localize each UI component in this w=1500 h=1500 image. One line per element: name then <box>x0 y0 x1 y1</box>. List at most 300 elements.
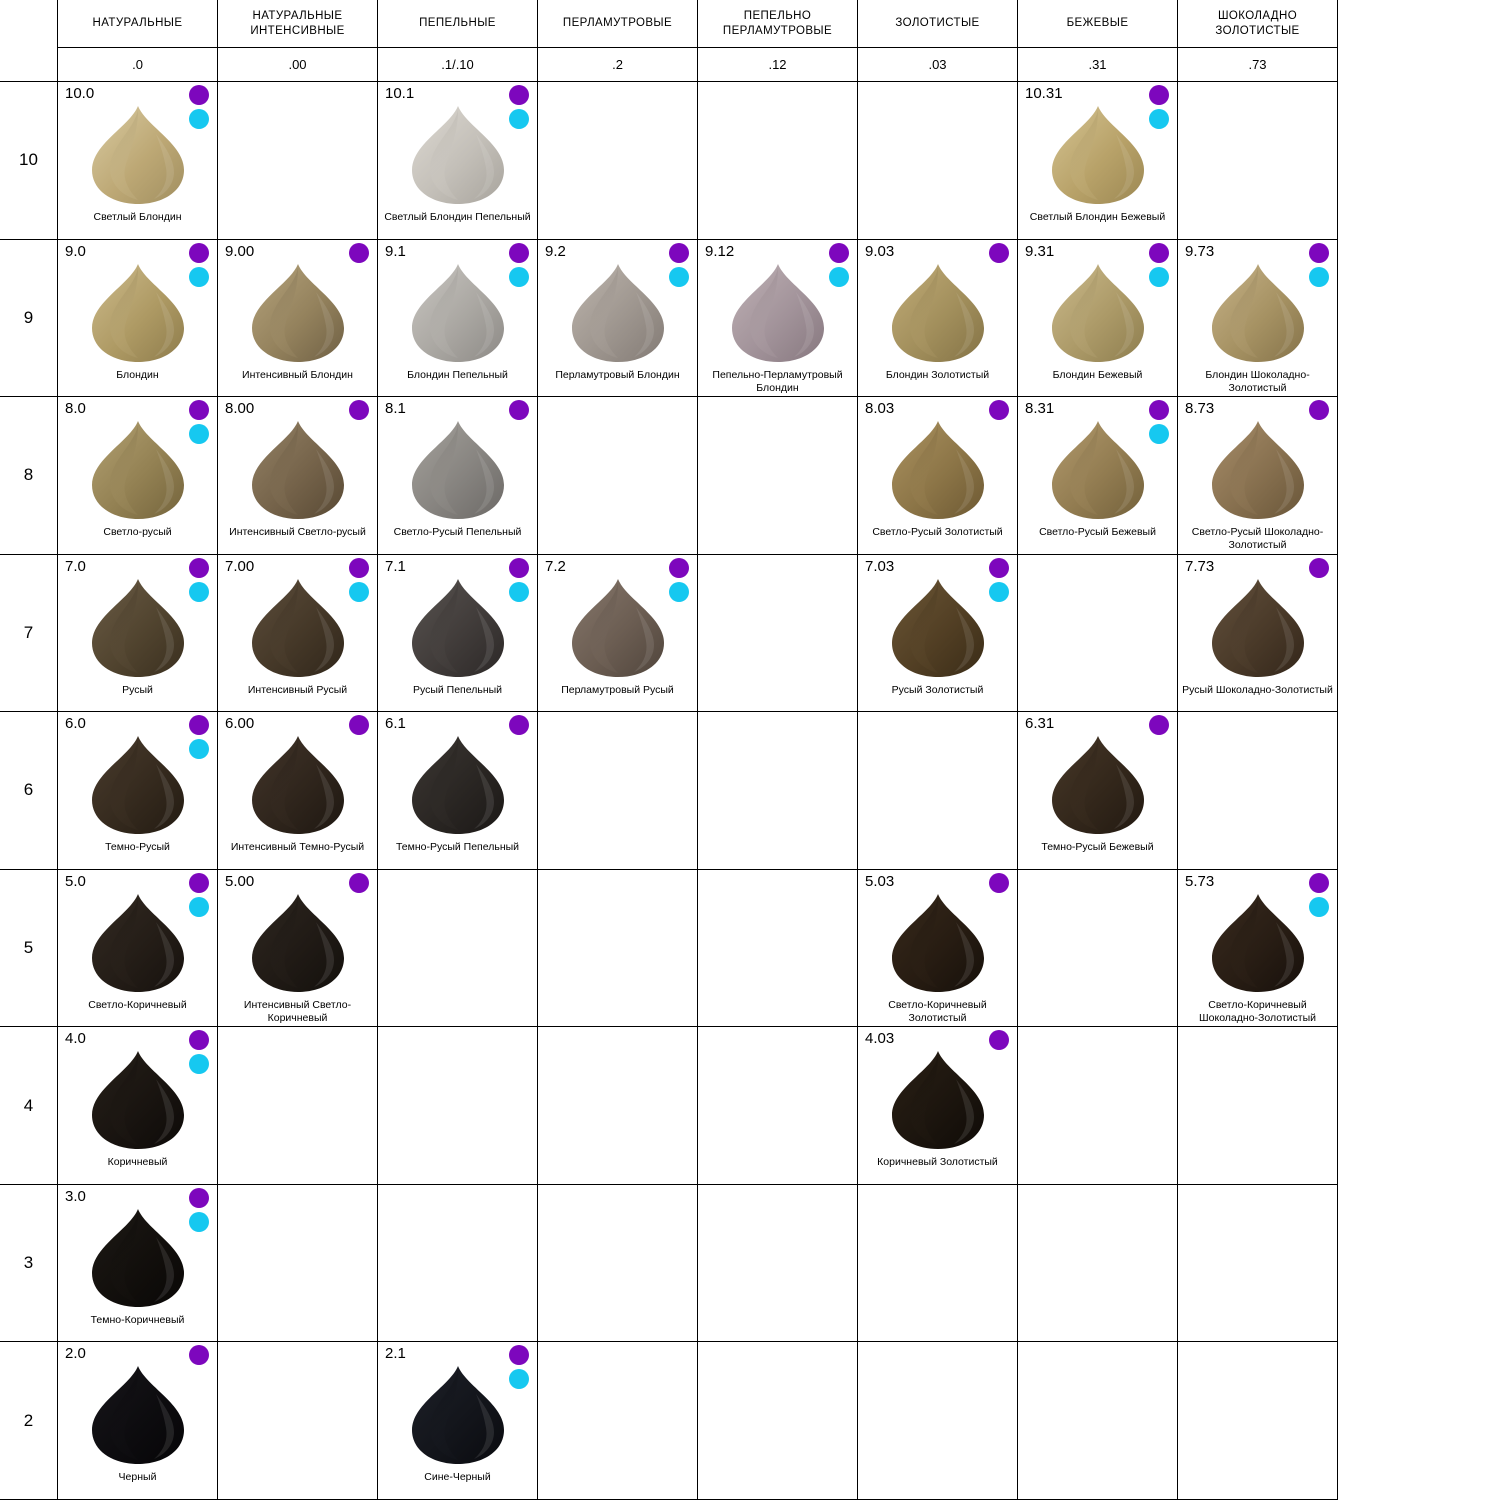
empty-cell <box>858 1342 1018 1500</box>
marker-dots <box>829 243 849 287</box>
shade-name: Светло-Коричневый <box>88 998 187 1011</box>
column-code-header: .1/.10 <box>378 48 538 82</box>
marker-dots <box>509 400 529 420</box>
purple-dot-icon <box>1149 400 1169 420</box>
header-corner-code <box>0 48 58 82</box>
shade-cell[interactable] <box>58 555 218 713</box>
column-code-header: .73 <box>1178 48 1338 82</box>
shade-code: 9.03 <box>865 242 895 260</box>
marker-dots <box>989 558 1009 602</box>
marker-dots <box>189 85 209 129</box>
shade-name: Русый Шоколадно-Золотистый <box>1182 683 1333 696</box>
shade-cell[interactable] <box>858 1027 1018 1185</box>
cyan-dot-icon <box>1309 267 1329 287</box>
column-category-header: ПЕРЛАМУТРОВЫЕ <box>538 0 698 48</box>
marker-dots <box>669 243 689 287</box>
hair-shape-icon <box>1206 577 1310 679</box>
marker-dots <box>1149 243 1169 287</box>
hair-shape-icon <box>1206 892 1310 994</box>
shade-code: 5.73 <box>1185 872 1215 890</box>
shade-cell[interactable] <box>378 712 538 870</box>
hair-swatch <box>86 1207 190 1311</box>
marker-dots <box>189 400 209 444</box>
cyan-dot-icon <box>1149 424 1169 444</box>
purple-dot-icon <box>509 558 529 578</box>
hair-swatch <box>246 577 350 681</box>
hair-swatch <box>86 104 190 208</box>
empty-cell <box>218 82 378 240</box>
purple-dot-icon <box>349 243 369 263</box>
level-label: 8 <box>0 397 58 555</box>
shade-code: 9.0 <box>65 242 86 260</box>
shade-name: Светло-Коричневый Шоколадно-Золотистый <box>1199 998 1316 1024</box>
shade-name: Блондин <box>116 368 159 381</box>
cyan-dot-icon <box>189 1054 209 1074</box>
empty-cell <box>378 1185 538 1343</box>
empty-cell <box>1178 1342 1338 1500</box>
hair-shape-icon <box>246 419 350 521</box>
empty-cell <box>698 82 858 240</box>
cyan-dot-icon <box>1309 897 1329 917</box>
hair-swatch <box>406 104 510 208</box>
shade-name: Темно-Коричневый <box>90 1313 185 1326</box>
shade-name: Перламутровый Русый <box>561 683 674 696</box>
shade-name: Пепельно-Перламутровый Блондин <box>712 368 843 394</box>
level-label: 4 <box>0 1027 58 1185</box>
shade-name: Интенсивный Темно-Русый <box>230 841 365 854</box>
cyan-dot-icon <box>669 267 689 287</box>
shade-cell[interactable] <box>218 240 378 398</box>
purple-dot-icon <box>989 243 1009 263</box>
hair-shape-icon <box>1206 262 1310 364</box>
hair-swatch <box>886 262 990 366</box>
column-category-header: БЕЖЕВЫЕ <box>1018 0 1178 48</box>
cyan-dot-icon <box>189 1212 209 1232</box>
shade-name: Блондин Пепельный <box>407 368 508 381</box>
marker-dots <box>349 715 369 735</box>
purple-dot-icon <box>1309 243 1329 263</box>
shade-name: Русый <box>122 683 153 696</box>
hair-swatch <box>1046 419 1150 523</box>
empty-cell <box>698 1342 858 1500</box>
purple-dot-icon <box>509 400 529 420</box>
shade-cell[interactable] <box>58 240 218 398</box>
shade-cell[interactable] <box>1018 712 1178 870</box>
marker-dots <box>989 243 1009 263</box>
shade-name: Светло-Русый Пепельный <box>393 526 522 539</box>
purple-dot-icon <box>349 873 369 893</box>
hair-shape-icon <box>86 577 190 679</box>
shade-cell[interactable] <box>218 555 378 713</box>
hair-swatch <box>406 262 510 366</box>
cyan-dot-icon <box>349 582 369 602</box>
shade-cell[interactable] <box>378 240 538 398</box>
level-label: 2 <box>0 1342 58 1500</box>
shade-code: 6.31 <box>1025 715 1055 733</box>
hair-swatch <box>566 262 670 366</box>
column-category-header: ПЕПЕЛЬНЫЕ <box>378 0 538 48</box>
marker-dots <box>509 85 529 129</box>
hair-shape-icon <box>1046 104 1150 206</box>
empty-cell <box>858 1185 1018 1343</box>
marker-dots <box>509 1345 529 1389</box>
shade-cell[interactable] <box>218 870 378 1028</box>
shade-code: 9.73 <box>1185 242 1215 260</box>
purple-dot-icon <box>1309 558 1329 578</box>
hair-shape-icon <box>246 892 350 994</box>
level-label: 3 <box>0 1185 58 1343</box>
hair-swatch <box>1206 892 1310 996</box>
hair-shape-icon <box>246 577 350 679</box>
hair-swatch <box>246 734 350 838</box>
shade-cell[interactable] <box>538 240 698 398</box>
hair-swatch <box>1206 419 1310 523</box>
empty-cell <box>538 1342 698 1500</box>
empty-cell <box>698 1185 858 1343</box>
marker-dots <box>1309 873 1329 917</box>
shade-code: 8.31 <box>1025 400 1055 418</box>
cyan-dot-icon <box>509 1369 529 1389</box>
hair-shape-icon <box>406 734 510 836</box>
shade-cell[interactable] <box>58 1027 218 1185</box>
purple-dot-icon <box>189 1188 209 1208</box>
shade-name: Русый Золотистый <box>891 683 984 696</box>
hair-swatch <box>86 419 190 523</box>
shade-cell[interactable] <box>1018 240 1178 398</box>
shade-code: 5.03 <box>865 872 895 890</box>
shade-cell[interactable] <box>858 240 1018 398</box>
marker-dots <box>989 873 1009 893</box>
hair-shape-icon <box>886 892 990 994</box>
shade-cell[interactable] <box>378 555 538 713</box>
shade-name: Интенсивный Светло-русый <box>229 526 366 539</box>
empty-cell <box>538 1185 698 1343</box>
marker-dots <box>509 243 529 287</box>
shade-code: 8.1 <box>385 400 406 418</box>
empty-cell <box>1178 82 1338 240</box>
purple-dot-icon <box>1309 873 1329 893</box>
hair-swatch <box>726 262 830 366</box>
empty-cell <box>1178 712 1338 870</box>
shade-name: Блондин Бежевый <box>1052 368 1143 381</box>
cyan-dot-icon <box>189 267 209 287</box>
empty-cell <box>1018 1185 1178 1343</box>
empty-cell <box>1018 1027 1178 1185</box>
shade-name: Темно-Русый Пепельный <box>395 841 520 854</box>
shade-name: Темно-Русый <box>105 841 170 854</box>
header-corner <box>0 0 58 48</box>
hair-shape-icon <box>86 419 190 521</box>
hair-shape-icon <box>726 262 830 364</box>
hair-shape-icon <box>886 262 990 364</box>
marker-dots <box>1309 400 1329 420</box>
purple-dot-icon <box>989 873 1009 893</box>
level-label: 9 <box>0 240 58 398</box>
empty-cell <box>698 712 858 870</box>
column-category-header: НАТУРАЛЬНЫЕ ИНТЕНСИВНЫЕ <box>218 0 378 48</box>
shade-name: Черный <box>118 1471 157 1484</box>
marker-dots <box>1309 558 1329 578</box>
hair-swatch <box>86 262 190 366</box>
column-category-header: ЗОЛОТИСТЫЕ <box>858 0 1018 48</box>
hair-swatch <box>86 892 190 996</box>
empty-cell <box>538 397 698 555</box>
shade-code: 8.73 <box>1185 400 1215 418</box>
hair-swatch <box>246 262 350 366</box>
marker-dots <box>989 400 1009 420</box>
hair-swatch <box>406 577 510 681</box>
hair-shape-icon <box>886 419 990 521</box>
marker-dots <box>349 558 369 602</box>
shade-code: 6.0 <box>65 715 86 733</box>
shade-code: 4.0 <box>65 1030 86 1048</box>
shade-name: Светло-русый <box>103 526 172 539</box>
hair-swatch <box>566 577 670 681</box>
marker-dots <box>989 1030 1009 1050</box>
shade-name: Светло-Русый Шоколадно-Золотистый <box>1191 526 1324 552</box>
empty-cell <box>858 82 1018 240</box>
shade-code: 5.0 <box>65 872 86 890</box>
shade-cell[interactable] <box>1018 82 1178 240</box>
shade-cell[interactable] <box>218 712 378 870</box>
empty-cell <box>698 555 858 713</box>
shade-code: 10.31 <box>1025 85 1063 102</box>
hair-swatch <box>1206 262 1310 366</box>
purple-dot-icon <box>349 715 369 735</box>
purple-dot-icon <box>1309 400 1329 420</box>
marker-dots <box>189 1345 209 1365</box>
cyan-dot-icon <box>189 424 209 444</box>
hair-shape-icon <box>86 1207 190 1309</box>
shade-code: 2.1 <box>385 1345 406 1363</box>
shade-code: 7.2 <box>545 557 566 575</box>
hair-shape-icon <box>1046 419 1150 521</box>
hair-shape-icon <box>86 262 190 364</box>
shade-cell[interactable] <box>58 1342 218 1500</box>
hair-shape-icon <box>886 1049 990 1151</box>
marker-dots <box>1309 243 1329 287</box>
empty-cell <box>698 397 858 555</box>
shade-code: 9.31 <box>1025 242 1055 260</box>
purple-dot-icon <box>189 85 209 105</box>
cyan-dot-icon <box>989 582 1009 602</box>
purple-dot-icon <box>189 715 209 735</box>
shade-cell[interactable] <box>218 397 378 555</box>
marker-dots <box>1149 715 1169 735</box>
column-category-header: ШОКОЛАДНО ЗОЛОТИСТЫЕ <box>1178 0 1338 48</box>
empty-cell <box>538 1027 698 1185</box>
purple-dot-icon <box>509 1345 529 1365</box>
purple-dot-icon <box>669 558 689 578</box>
shade-cell[interactable] <box>58 397 218 555</box>
hair-shape-icon <box>86 104 190 206</box>
hair-shape-icon <box>406 577 510 679</box>
hair-shape-icon <box>406 262 510 364</box>
purple-dot-icon <box>189 243 209 263</box>
hair-shape-icon <box>566 262 670 364</box>
purple-dot-icon <box>509 243 529 263</box>
purple-dot-icon <box>349 558 369 578</box>
hair-shape-icon <box>406 1364 510 1466</box>
shade-name: Темно-Русый Бежевый <box>1041 841 1154 854</box>
column-code-header: .00 <box>218 48 378 82</box>
hair-shape-icon <box>86 892 190 994</box>
shade-code: 9.2 <box>545 242 566 260</box>
shade-name: Светло-Коричневый Золотистый <box>888 998 987 1024</box>
hair-shape-icon <box>1046 734 1150 836</box>
column-code-header: .0 <box>58 48 218 82</box>
purple-dot-icon <box>829 243 849 263</box>
hair-shape-icon <box>246 734 350 836</box>
hair-shape-icon <box>1206 419 1310 521</box>
shade-name: Интенсивный Русый <box>247 683 348 696</box>
shade-cell[interactable] <box>58 870 218 1028</box>
shade-cell[interactable] <box>538 555 698 713</box>
shade-cell[interactable] <box>1178 555 1338 713</box>
level-label: 5 <box>0 870 58 1028</box>
purple-dot-icon <box>189 873 209 893</box>
shade-code: 7.0 <box>65 557 86 575</box>
empty-cell <box>698 870 858 1028</box>
hair-swatch <box>86 734 190 838</box>
hair-shape-icon <box>566 577 670 679</box>
shade-cell[interactable] <box>698 240 858 398</box>
empty-cell <box>1018 870 1178 1028</box>
hair-swatch <box>1046 734 1150 838</box>
purple-dot-icon <box>989 558 1009 578</box>
level-label: 7 <box>0 555 58 713</box>
hair-shape-icon <box>86 1049 190 1151</box>
column-code-header: .12 <box>698 48 858 82</box>
empty-cell <box>698 1027 858 1185</box>
hair-swatch <box>246 892 350 996</box>
hair-shape-icon <box>86 734 190 836</box>
hair-swatch <box>1206 577 1310 681</box>
shade-code: 9.1 <box>385 242 406 260</box>
shade-cell[interactable] <box>1178 240 1338 398</box>
shade-code: 8.00 <box>225 400 255 418</box>
hair-swatch <box>246 419 350 523</box>
shade-name: Русый Пепельный <box>412 683 503 696</box>
hair-swatch <box>406 419 510 523</box>
marker-dots <box>1149 85 1169 129</box>
shade-cell[interactable] <box>58 712 218 870</box>
marker-dots <box>189 873 209 917</box>
column-code-header: .2 <box>538 48 698 82</box>
shade-cell[interactable] <box>58 1185 218 1343</box>
shade-code: 4.03 <box>865 1030 895 1048</box>
empty-cell <box>538 82 698 240</box>
hair-shape-icon <box>1046 262 1150 364</box>
shade-cell[interactable] <box>378 1342 538 1500</box>
shade-name: Светло-Русый Золотистый <box>872 526 1003 539</box>
shade-cell[interactable] <box>1178 870 1338 1028</box>
purple-dot-icon <box>509 85 529 105</box>
shade-code: 7.00 <box>225 557 255 575</box>
marker-dots <box>189 715 209 759</box>
hair-shape-icon <box>406 419 510 521</box>
shade-cell[interactable] <box>58 82 218 240</box>
shade-code: 2.0 <box>65 1345 86 1363</box>
cyan-dot-icon <box>189 897 209 917</box>
marker-dots <box>509 558 529 602</box>
shade-name: Коричневый Золотистый <box>877 1156 998 1169</box>
empty-cell <box>858 712 1018 870</box>
hair-shape-icon <box>886 577 990 679</box>
shade-code: 8.03 <box>865 400 895 418</box>
empty-cell <box>1018 555 1178 713</box>
purple-dot-icon <box>349 400 369 420</box>
cyan-dot-icon <box>189 582 209 602</box>
marker-dots <box>669 558 689 602</box>
cyan-dot-icon <box>1149 267 1169 287</box>
shade-cell[interactable] <box>858 397 1018 555</box>
shade-name: Светлый Блондин Бежевый <box>1029 211 1166 223</box>
purple-dot-icon <box>1149 715 1169 735</box>
shade-cell[interactable] <box>858 555 1018 713</box>
empty-cell <box>378 1027 538 1185</box>
hair-swatch <box>86 1364 190 1468</box>
marker-dots <box>349 873 369 893</box>
hair-swatch <box>886 419 990 523</box>
shade-cell[interactable] <box>1178 397 1338 555</box>
shade-name: Сине-Черный <box>424 1471 491 1484</box>
purple-dot-icon <box>189 400 209 420</box>
empty-cell <box>218 1027 378 1185</box>
shade-cell[interactable] <box>858 870 1018 1028</box>
shade-cell[interactable] <box>378 82 538 240</box>
shade-code: 10.1 <box>385 85 415 102</box>
purple-dot-icon <box>989 400 1009 420</box>
shade-code: 7.03 <box>865 557 895 575</box>
marker-dots <box>509 715 529 735</box>
shade-name: Светло-Русый Бежевый <box>1039 526 1156 539</box>
shade-cell[interactable] <box>378 397 538 555</box>
shade-name: Интенсивный Блондин <box>242 368 353 381</box>
hair-swatch <box>86 1049 190 1153</box>
purple-dot-icon <box>189 558 209 578</box>
marker-dots <box>189 243 209 287</box>
shade-code: 6.1 <box>385 715 406 733</box>
shade-code: 5.00 <box>225 872 255 890</box>
cyan-dot-icon <box>1149 109 1169 129</box>
column-category-header: НАТУРАЛЬНЫЕ <box>58 0 218 48</box>
marker-dots <box>1149 400 1169 444</box>
marker-dots <box>189 1030 209 1074</box>
cyan-dot-icon <box>669 582 689 602</box>
shade-name: Перламутровый Блондин <box>555 368 680 381</box>
empty-cell <box>378 870 538 1028</box>
hair-swatch <box>406 734 510 838</box>
marker-dots <box>349 243 369 263</box>
empty-cell <box>218 1185 378 1343</box>
empty-cell <box>1178 1185 1338 1343</box>
purple-dot-icon <box>189 1030 209 1050</box>
shade-code: 3.0 <box>65 1187 86 1205</box>
cyan-dot-icon <box>509 267 529 287</box>
cyan-dot-icon <box>189 739 209 759</box>
empty-cell <box>218 1342 378 1500</box>
shade-code: 6.00 <box>225 715 255 733</box>
shade-cell[interactable] <box>1018 397 1178 555</box>
shade-code: 8.0 <box>65 400 86 418</box>
marker-dots <box>349 400 369 420</box>
empty-cell <box>538 870 698 1028</box>
empty-cell <box>538 712 698 870</box>
shade-code: 7.1 <box>385 557 406 575</box>
purple-dot-icon <box>509 715 529 735</box>
cyan-dot-icon <box>509 109 529 129</box>
